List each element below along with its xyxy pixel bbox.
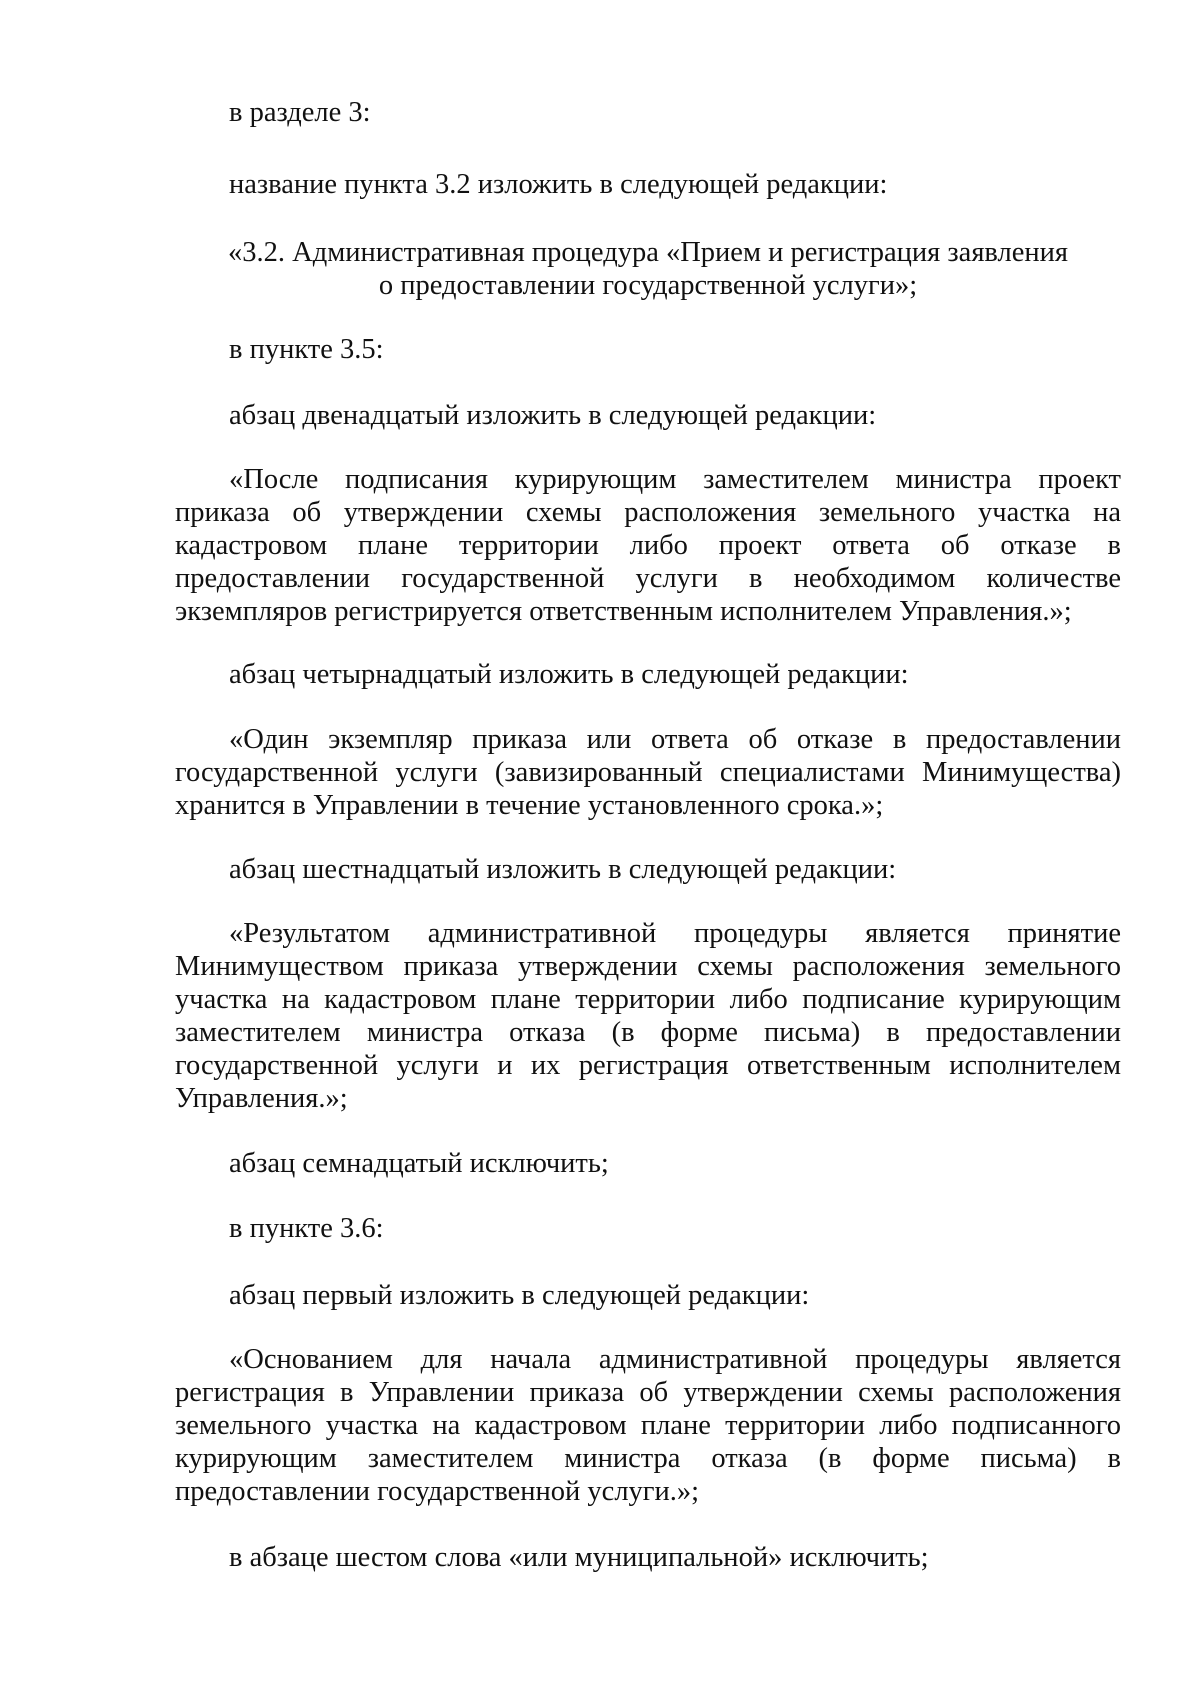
paragraph-item-3-6: в пункте 3.6: [229,1213,384,1244]
centered-heading [175,236,1121,302]
paragraph-sixteenth: абзац шестнадцатый изложить в следующей редакции: [229,854,897,885]
paragraph-first: абзац первый изложить в следующей редакции: [229,1280,810,1311]
paragraph-result: «Результатом административной процедуры является принятие Минимуществом приказа утверждении схемы расположения земельного участка на кадастровом плане территории либо подписание курирующим заместителем министра отказа (в форме письма) в предоставлении государственной услуги и их регистрация ответственным исполнителем Управления.»; [175,918,1121,1114]
paragraph-basis: «Основанием для начала административной процедуры является регистрация в Управлении приказа об утверждении схемы расположения земельного участка на кадастровом плане территории либо подписанного курирующим заместителем министра отказа (в форме письма) в предоставлении государственной услуги.»; [175,1344,1121,1507]
paragraph-one-copy: «Один экземпляр приказа или ответа об отказе в предоставлении государственной услуги (завизированный специалистами Минимущества) хранится в Управлении в течение установленного срока.»; [175,724,1121,821]
centered-heading-line-2: о предоставлении государственной услуги»; [378,270,918,301]
paragraph-after-signing: «После подписания курирующим заместителем министра проект приказа об утверждении схемы расположения земельного участка на кадастровом плане территории либо проект ответа об отказе в предоставлении государственной услуги в необходимом количестве экземпляров регистрируется ответственным исполнителем Управления.»; [175,464,1121,627]
centered-heading-line-1: «3.2. Административная процедура «Прием и регистрация заявления [228,237,1068,268]
paragraph-fourteenth: абзац четырнадцатый изложить в следующей редакции: [229,659,909,690]
paragraph-seventeenth: абзац семнадцатый исключить; [229,1148,609,1179]
paragraph-section-3: в разделе 3: [229,97,371,128]
paragraph-sixth: в абзаце шестом слова «или муниципальной» исключить; [229,1542,929,1573]
paragraph-twelfth: абзац двенадцатый изложить в следующей редакции: [229,400,877,431]
paragraph-item-3-5: в пункте 3.5: [229,334,384,365]
paragraph-item-3-2-title: название пункта 3.2 изложить в следующей редакции: [229,169,888,200]
